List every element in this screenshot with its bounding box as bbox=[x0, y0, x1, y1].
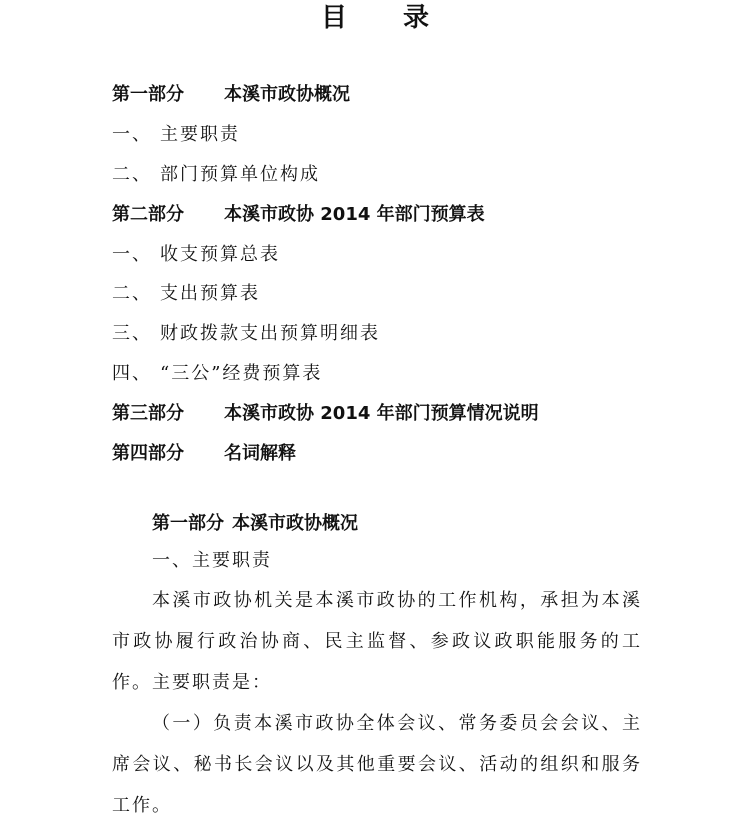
toc-entry-item[interactable] bbox=[112, 117, 672, 157]
toc-entry-number: 第一部分 bbox=[112, 84, 184, 105]
toc-entry-number: 一、 bbox=[112, 123, 152, 145]
toc-entry-item[interactable] bbox=[112, 356, 672, 396]
toc-entry-text: 主要职责 bbox=[160, 123, 240, 145]
toc-entry-part-4[interactable] bbox=[112, 436, 672, 476]
toc-entry-text: 收支预算总表 bbox=[160, 243, 280, 265]
section-subheading: 一、主要职责 bbox=[152, 550, 272, 571]
body-paragraph: （一）负责本溪市政协全体会议、常务委员会会议、主席会议、秘书长会议以及其他重要会议、活动的组织和服务工作。 bbox=[112, 713, 642, 816]
section-title: 本溪市政协概况 bbox=[232, 513, 358, 534]
toc-entry-text: 名词解释 bbox=[224, 443, 296, 465]
section-part-1 bbox=[112, 506, 642, 826]
toc-entry-text: 财政拨款支出预算明细表 bbox=[160, 323, 380, 345]
table-of-contents bbox=[112, 77, 672, 476]
toc-entry-part-1[interactable] bbox=[112, 77, 672, 117]
toc-entry-text: 本溪市政协概况 bbox=[224, 84, 350, 105]
toc-entry-text: 部门预算单位构成 bbox=[160, 163, 320, 185]
toc-entry-item[interactable] bbox=[112, 157, 672, 197]
toc-entry-number: 第四部分 bbox=[112, 443, 184, 465]
body-paragraph: 本溪市政协机关是本溪市政协的工作机构，承担为本溪市政协履行政治协商、民主监督、参政议政职能服务的工作。主要职责是： bbox=[112, 590, 642, 693]
toc-entry-text: 本溪市政协 2014 年部门预算情况说明 bbox=[224, 403, 539, 425]
toc-entry-item[interactable] bbox=[112, 316, 672, 356]
page-title-char-1: 目 bbox=[320, 3, 347, 33]
toc-entry-number: 二、 bbox=[112, 283, 152, 305]
section-part-label: 第一部分 bbox=[152, 513, 224, 534]
toc-entry-number: 第三部分 bbox=[112, 403, 184, 425]
toc-entry-text: 支出预算表 bbox=[160, 283, 260, 305]
toc-entry-item[interactable] bbox=[112, 276, 672, 316]
toc-entry-part-3[interactable] bbox=[112, 396, 672, 436]
page-title-char-2: 录 bbox=[403, 3, 430, 33]
toc-entry-text: 本溪市政协 2014 年部门预算表 bbox=[224, 203, 485, 225]
page-title bbox=[0, 0, 750, 36]
toc-entry-number: 二、 bbox=[112, 163, 152, 185]
section-heading bbox=[112, 506, 642, 542]
toc-entry-number: 一、 bbox=[112, 243, 152, 265]
toc-entry-number: 三、 bbox=[112, 323, 152, 345]
toc-entry-text: “三公”经费预算表 bbox=[160, 363, 323, 385]
toc-entry-item[interactable] bbox=[112, 237, 672, 277]
toc-entry-number: 第二部分 bbox=[112, 203, 184, 225]
toc-entry-part-2[interactable] bbox=[112, 197, 672, 237]
toc-entry-number: 四、 bbox=[112, 363, 152, 385]
